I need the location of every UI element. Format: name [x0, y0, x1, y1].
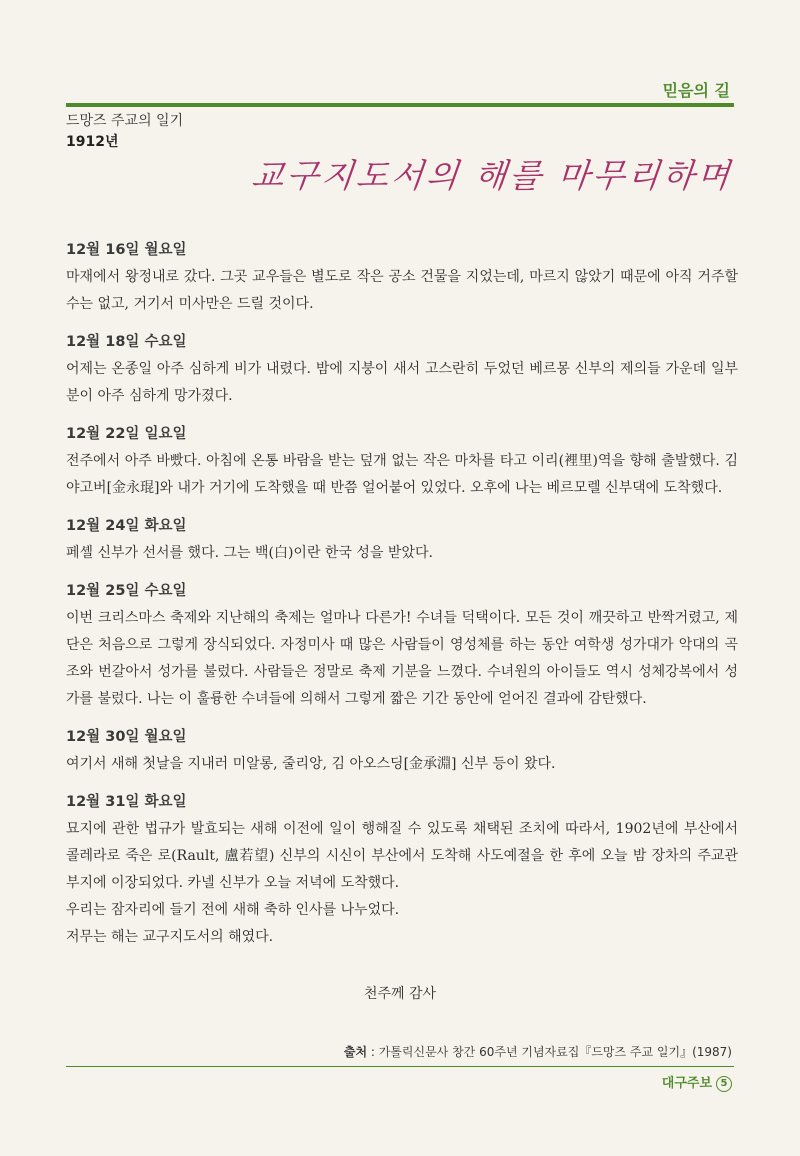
diary-entry [66, 790, 738, 951]
entry-body [66, 448, 738, 502]
article-headline: 교구지도서의 해를 마무리하며 [249, 156, 734, 195]
entry-date: 12월 31일 화요일 [66, 794, 187, 810]
source-citation [344, 1043, 732, 1060]
bottom-divider [66, 1066, 734, 1067]
top-divider [66, 103, 734, 107]
diary-entry [66, 330, 738, 410]
entry-body [66, 356, 738, 410]
closing-line: 천주께 감사 [363, 986, 437, 1002]
source-text: : 가톨릭신문사 창간 60주년 기념자료집『드망즈 주교 일기』(1987) [367, 1045, 732, 1059]
entry-paragraph: 마재에서 왕정내로 갔다. 그곳 교우들은 별도로 작은 공소 건물을 지었는데, 마르지 않았기 때문에 아직 거주할 수는 없고, 거기서 미사만은 드릴 것이다. [66, 269, 738, 312]
diary-entry [66, 422, 738, 502]
entry-paragraph: 우리는 잠자리에 들기 전에 새해 축하 인사를 나누었다. [66, 902, 400, 918]
entry-paragraph: 전주에서 아주 바빴다. 아침에 온통 바람을 받는 덮개 없는 작은 마차를 타고 이리(裡里)역을 향해 출발했다. 김 야고버[金永琨]와 내가 거기에 도착했을 때 반쯤 얼어붙어 있었다. 오후에 나는 베르모렐 신부댁에 도착했다. [66, 453, 738, 496]
entry-date: 12월 22일 일요일 [66, 426, 187, 442]
entry-body [66, 264, 738, 318]
entry-paragraph: 이번 크리스마스 축제와 지난해의 축제는 얼마나 다른가! 수녀들 덕택이다. 모든 것이 깨끗하고 반짝거렸고, 제단은 처음으로 그렇게 장식되었다. 자정미사 때 많은 사람들이 영성체를 하는 동안 여학생 성가대가 악대의 곡조와 번갈아서 성가를 불렀다. 사람들은 정말로 축제 기분을 느꼈다. 수녀원의 아이들도 역시 성체강복에서 성가를 불렀다. 나는 이 훌륭한 수녀들에 의해서 그렇게 짧은 기간 동안에 얻어진 결과에 감탄했다. [66, 610, 738, 707]
year-label: 1912년 [66, 134, 119, 150]
entry-date: 12월 18일 수요일 [66, 334, 187, 350]
entry-paragraph: 여기서 새해 첫날을 지내러 미알롱, 줄리앙, 김 아오스딩[金承淵] 신부 등이 왔다. [66, 756, 556, 772]
diary-entry [66, 579, 738, 713]
entry-body [66, 605, 738, 713]
page-number: 5 [716, 1076, 732, 1092]
series-title: 드망즈 주교의 일기 [66, 113, 184, 129]
entry-date: 12월 24일 화요일 [66, 518, 187, 534]
entry-paragraph: 페셸 신부가 선서를 했다. 그는 백(白)이란 한국 성을 받았다. [66, 545, 433, 561]
entry-body [66, 816, 738, 951]
publication-name: 대구주보 [661, 1076, 712, 1091]
source-label: 출처 [343, 1045, 368, 1059]
diary-entries [66, 238, 738, 963]
diary-entry [66, 238, 738, 318]
entry-paragraph: 묘지에 관한 법규가 발효되는 새해 이전에 일이 행해질 수 있도록 채택된 조치에 따라서, 1902년에 부산에서 콜레라로 죽은 로(Rault, 盧若望) 신부의 시신이 부산에서 도착해 사도예절을 한 후에 오늘 밤 장차의 주교관 부지에 이장되었다. 카넬 신부가 오늘 저녁에 도착했다. [66, 821, 738, 891]
entry-date: 12월 25일 수요일 [66, 583, 187, 599]
diary-entry [66, 514, 738, 567]
entry-body [66, 751, 738, 778]
entry-date: 12월 16일 월요일 [66, 242, 187, 258]
entry-body [66, 540, 738, 567]
page-footer [662, 1072, 732, 1092]
section-label: 믿음의 길 [662, 81, 730, 100]
entry-date: 12월 30일 월요일 [66, 729, 187, 745]
entry-paragraph: 어제는 온종일 아주 심하게 비가 내렸다. 밤에 지붕이 새서 고스란히 두었던 베르몽 신부의 제의들 가운데 일부분이 아주 심하게 망가졌다. [66, 361, 738, 404]
entry-paragraph: 저무는 해는 교구지도서의 해였다. [66, 929, 274, 945]
diary-entry [66, 725, 738, 778]
